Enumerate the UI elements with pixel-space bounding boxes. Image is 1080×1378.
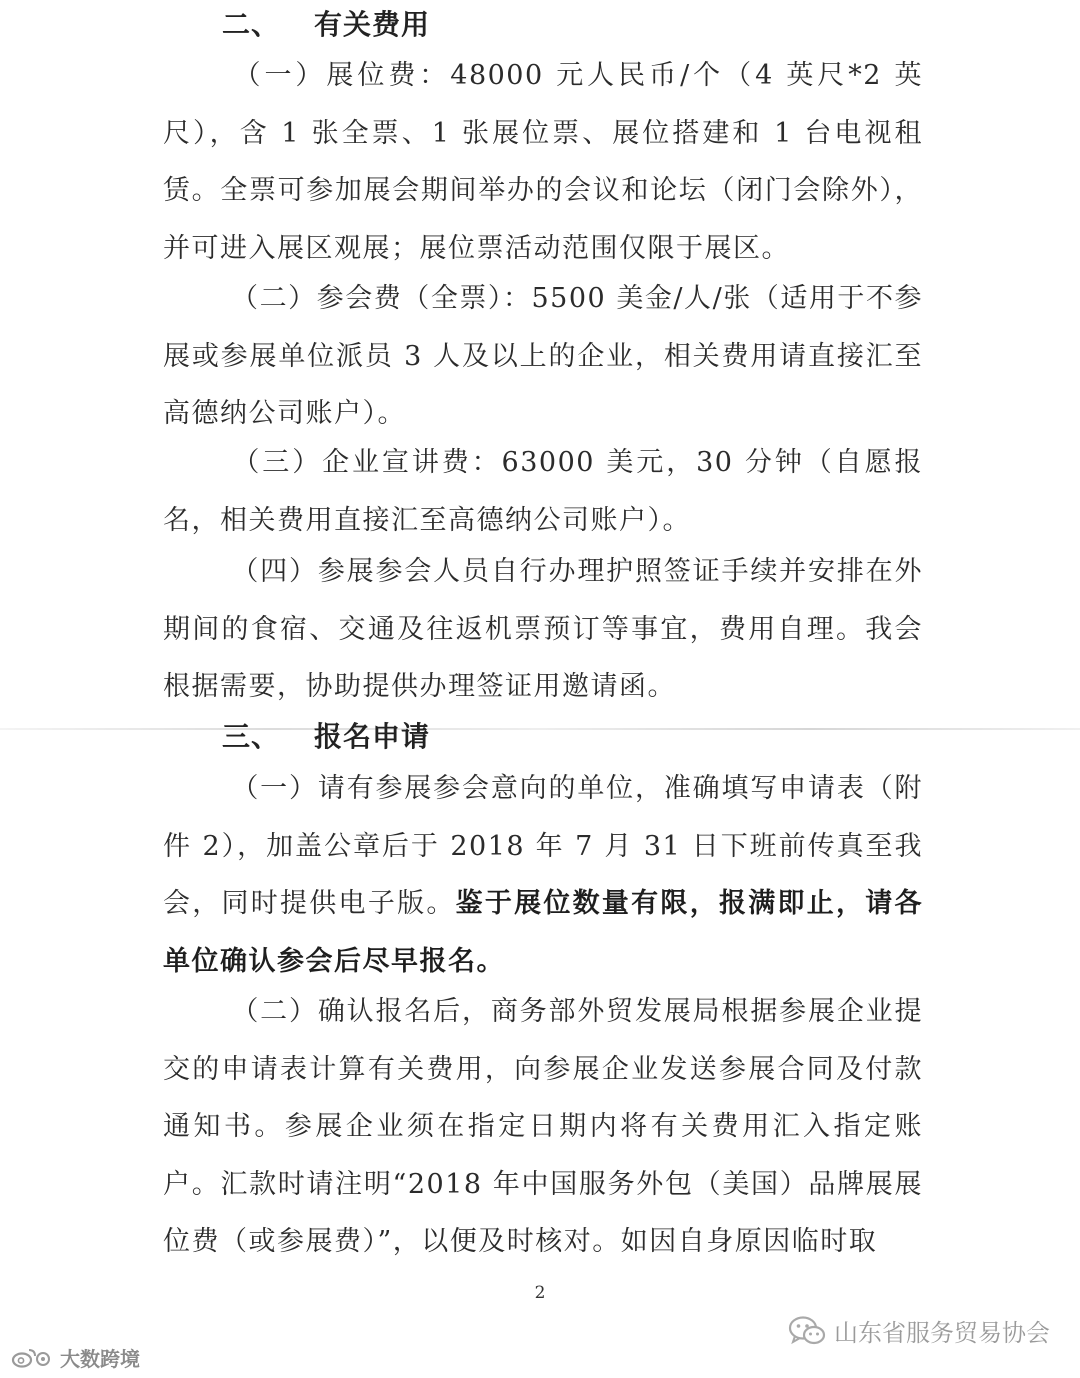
section-title: 有关费用 xyxy=(314,8,431,41)
paragraph-text: （二）确认报名后，商务部外贸发展局根据参展企业提交的申请表计算有关费用，向参展企业发送参展合同及付款通知书。参展企业须在指定日期内将有关费用汇入指定账户。汇款时请注明“2018 年中国服务外包（美国）品牌展展位费（或参展费）”，以便及时核对。如因自身原因临时取 xyxy=(163,996,923,1257)
paragraph-presentation-fee xyxy=(163,434,923,549)
paragraph-text: （一）请有参展参会意向的单位，准确填写申请表（附件 2），加盖公章后于 2018 年 7 月 31 日下班前传真至我会，同时提供电子版。 xyxy=(163,773,923,919)
source-watermark xyxy=(10,1343,140,1372)
paragraph-attendance-fee xyxy=(163,270,923,443)
section-number: 二、 xyxy=(222,8,281,41)
paragraph-text: （四）参展参会人员自行办理护照签证手续并安排在外期间的食宿、交通及往返机票预订等事宜，费用自理。我会根据需要，协助提供办理签证用邀请函。 xyxy=(163,556,923,702)
section-heading-registration xyxy=(222,715,430,755)
section-heading-fees xyxy=(222,3,430,43)
scan-artifact-line xyxy=(0,728,1080,730)
section-title: 报名申请 xyxy=(314,720,431,753)
watermark-text: 大数跨境 xyxy=(60,1347,140,1371)
emphasis-text: 鉴于展位数量有限，报满即止，请各单位确认参会后尽早报名。 xyxy=(163,888,924,977)
paragraph-booth-fee xyxy=(163,47,923,277)
paragraph-text: （一）展位费：48000 元人民币/个（4 英尺*2 英尺），含 1 张全票、1 张展位票、展位搭建和 1 台电视租赁。全票可参加展会期间举办的会议和论坛（闭门会除外），并可进入展区观展；展位票活动范围仅限于展区。 xyxy=(163,60,923,264)
wechat-account-badge xyxy=(788,1313,1050,1348)
wechat-icon xyxy=(788,1315,826,1347)
paragraph-text: （二）参会费（全票）：5500 美金/人/张（适用于不参展或参展单位派员 3 人及以上的企业，相关费用请直接汇至高德纳公司账户）。 xyxy=(163,283,923,429)
paragraph-text: （三）企业宣讲费：63000 美元，30 分钟（自愿报名，相关费用直接汇至高德纳公司账户）。 xyxy=(163,447,923,536)
section-number: 三、 xyxy=(222,720,281,753)
paragraph-registration-form xyxy=(163,760,923,990)
wechat-account-name: 山东省服务贸易协会 xyxy=(834,1319,1050,1347)
weibo-logo-icon xyxy=(10,1346,54,1370)
paragraph-payment-notice xyxy=(163,983,923,1271)
page-number: 2 xyxy=(534,1283,546,1303)
paragraph-travel-arrangements xyxy=(163,543,923,716)
